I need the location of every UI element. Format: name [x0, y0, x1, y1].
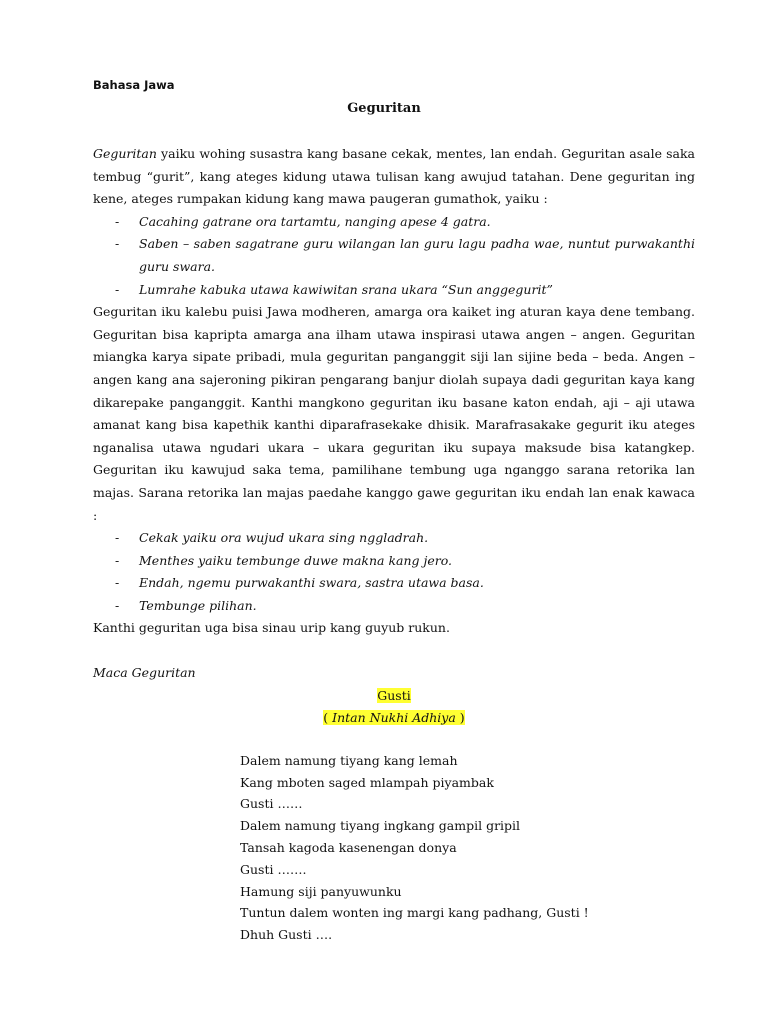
poem-author — [93, 707, 695, 730]
poem-body — [240, 750, 695, 946]
list-item: - Endah, ngemu purwakanthi swara, sastra utawa basa. — [93, 572, 695, 595]
poem-title — [93, 685, 695, 708]
closing-paragraph: Kanthi geguritan uga bisa sinau urip kang guyub rukun. — [93, 620, 450, 636]
poem-line: Dalem namung tiyang kang lemah — [240, 752, 458, 768]
poem-line: Tuntun dalem wonten ing margi kang padhang, Gusti ! — [240, 905, 589, 921]
list-item: - Saben – saben sagatrane guru wilangan lan guru lagu padha wae, nuntut purwakanthi guru swara. — [93, 233, 695, 278]
author-close: ) — [455, 710, 465, 726]
rules-list — [93, 211, 695, 301]
list-item: - Cacahing gatrane ora tartamtu, nanging apese 4 gatra. — [93, 211, 695, 234]
poem-title-text: Gusti — [377, 687, 411, 703]
intro-text: yaiku wohing susastra kang basane cekak, mentes, lan endah. Geguritan asale saka tembug “gurit”, kang ateges kidung utawa tulisan kang awujud tatahan. Dene geguritan ing kene, ateges rumpakan kidung kang mawa paugeran gumathok, yaiku : — [93, 146, 695, 207]
list-item: - Menthes yaiku tembunge duwe makna kang jero. — [93, 550, 695, 573]
list-item: - Cekak yaiku ora wujud ukara sing nggladrah. — [93, 527, 695, 550]
intro-paragraph — [93, 143, 695, 211]
page-title: Geguritan — [347, 101, 421, 116]
example-label: Maca Geguritan — [93, 665, 196, 681]
poem-line: Gusti ……. — [240, 861, 307, 877]
subject-label: Bahasa Jawa — [93, 78, 175, 92]
traits-list — [93, 527, 695, 617]
author-open: ( — [323, 710, 333, 726]
author-name: Intan Nukhi Adhiya — [332, 710, 456, 726]
spacer — [93, 640, 695, 662]
poem-line: Kang mboten saged mlampah piyambak — [240, 774, 494, 790]
list-item: - Lumrahe kabuka utawa kawiwitan srana ukara “Sun anggegurit” — [93, 279, 695, 302]
intro-term: Geguritan — [93, 146, 157, 161]
poem-line: Tansah kagoda kasenengan donya — [240, 840, 457, 856]
body-paragraph: Geguritan iku kalebu puisi Jawa modheren, amarga ora kaiket ing aturan kaya dene tembang. Geguritan bisa kapripta amarga ana ilham utawa inspirasi utawa angen – angen. Geguritan miangka karya sipate pribadi, mula geguritan panganggit siji lan sijine beda – beda. Angen – angen kang ana sajeroning pikiran pengarang banjur diolah supaya dadi geguritan kaya kang dikarepake panganggit. Kanthi mangkono geguritan iku basane katon endah, aji – aji utawa amanat kang bisa kapethik kanthi diparafrasekake dhisik. Marafrasakake gegurit iku ateges nganalisa utawa ngudari ukara – ukara geguritan iku supaya maksude bisa katangkep. Geguritan iku kawujud saka tema, pamilihane tembung uga nganggo sarana retorika lan majas. Sarana retorika lan majas paedahe kanggo gawe geguritan iku endah lan enak kawaca : — [93, 304, 695, 523]
poem-line: Hamung siji panyuwunku — [240, 883, 402, 899]
poem-line: Dhuh Gusti …. — [240, 927, 333, 943]
poem-author-highlight — [323, 710, 464, 725]
document-body — [93, 143, 695, 946]
list-item: - Tembunge pilihan. — [93, 595, 695, 618]
poem-line: Gusti …… — [240, 796, 303, 812]
poem-line: Dalem namung tiyang ingkang gampil gripil — [240, 818, 521, 834]
